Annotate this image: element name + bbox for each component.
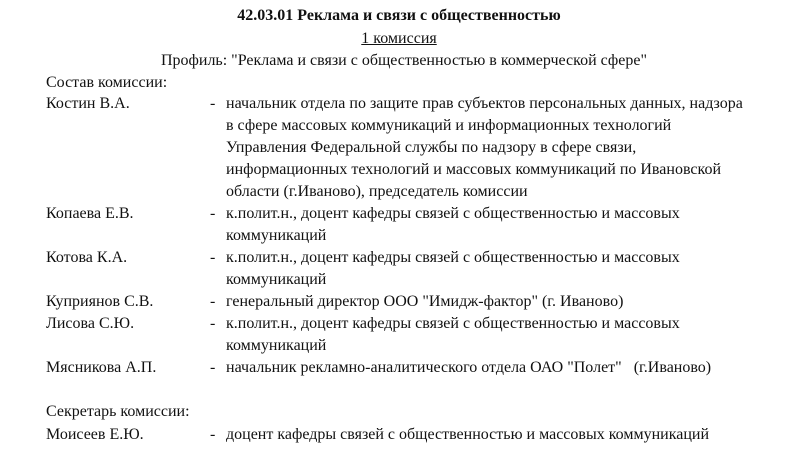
member-name: Лисова С.Ю.: [46, 315, 135, 332]
member-description: [226, 203, 766, 247]
separator-dash: -: [210, 426, 216, 443]
composition-label: Состав комиссии:: [46, 74, 168, 91]
document-title: 42.03.01 Реклама и связи с общественностью: [237, 7, 561, 24]
member-name: Куприянов С.В.: [46, 293, 154, 310]
secretary-description: [226, 424, 766, 446]
member-description: [226, 357, 766, 379]
description-line: коммуникаций: [226, 271, 327, 288]
description-line: Управления Федеральной службы по надзору в сфере связи,: [226, 139, 637, 156]
secretary-name: Моисеев Е.Ю.: [46, 426, 144, 443]
separator-dash: -: [210, 95, 216, 112]
commission-number: 1 комиссия: [361, 30, 437, 47]
description-line: доцент кафедры связей с общественностью и массовых коммуникаций: [226, 426, 710, 443]
member-name: Костин В.А.: [46, 95, 130, 112]
member-name: Мясникова А.П.: [46, 359, 157, 376]
separator-dash: -: [210, 249, 216, 266]
description-line: к.полит.н., доцент кафедры связей с общественностью и массовых: [226, 205, 680, 222]
description-line: генеральный директор ООО "Имидж-фактор" (г. Иваново): [226, 293, 624, 310]
member-name: Котова К.А.: [46, 249, 128, 266]
description-line: в сфере массовых коммуникаций и информационных технологий: [226, 117, 672, 134]
separator-dash: -: [210, 205, 216, 222]
profile-line: Профиль: "Реклама и связи с общественностью в коммерческой сфере": [160, 52, 648, 69]
member-description: [226, 247, 766, 291]
description-line: области (г.Иваново), председатель комиссии: [226, 183, 528, 200]
separator-dash: -: [210, 315, 216, 332]
description-line: коммуникаций: [226, 337, 327, 354]
description-line: коммуникаций: [226, 227, 327, 244]
description-line: начальник отдела по защите прав субъектов персональных данных, надзора: [226, 95, 743, 112]
member-description: [226, 93, 766, 203]
member-description: [226, 313, 766, 357]
description-line: к.полит.н., доцент кафедры связей с общественностью и массовых: [226, 315, 680, 332]
member-name: Копаева Е.В.: [46, 205, 134, 222]
secretary-label: Секретарь комиссии:: [46, 403, 190, 420]
member-description: [226, 291, 766, 313]
description-line: информационных технологий и массовых коммуникаций по Ивановской: [226, 161, 722, 178]
description-line: к.полит.н., доцент кафедры связей с общественностью и массовых: [226, 249, 680, 266]
separator-dash: -: [210, 359, 216, 376]
description-line: начальник рекламно-аналитического отдела ОАО "Полет" (г.Иваново): [226, 359, 712, 376]
separator-dash: -: [210, 293, 216, 310]
